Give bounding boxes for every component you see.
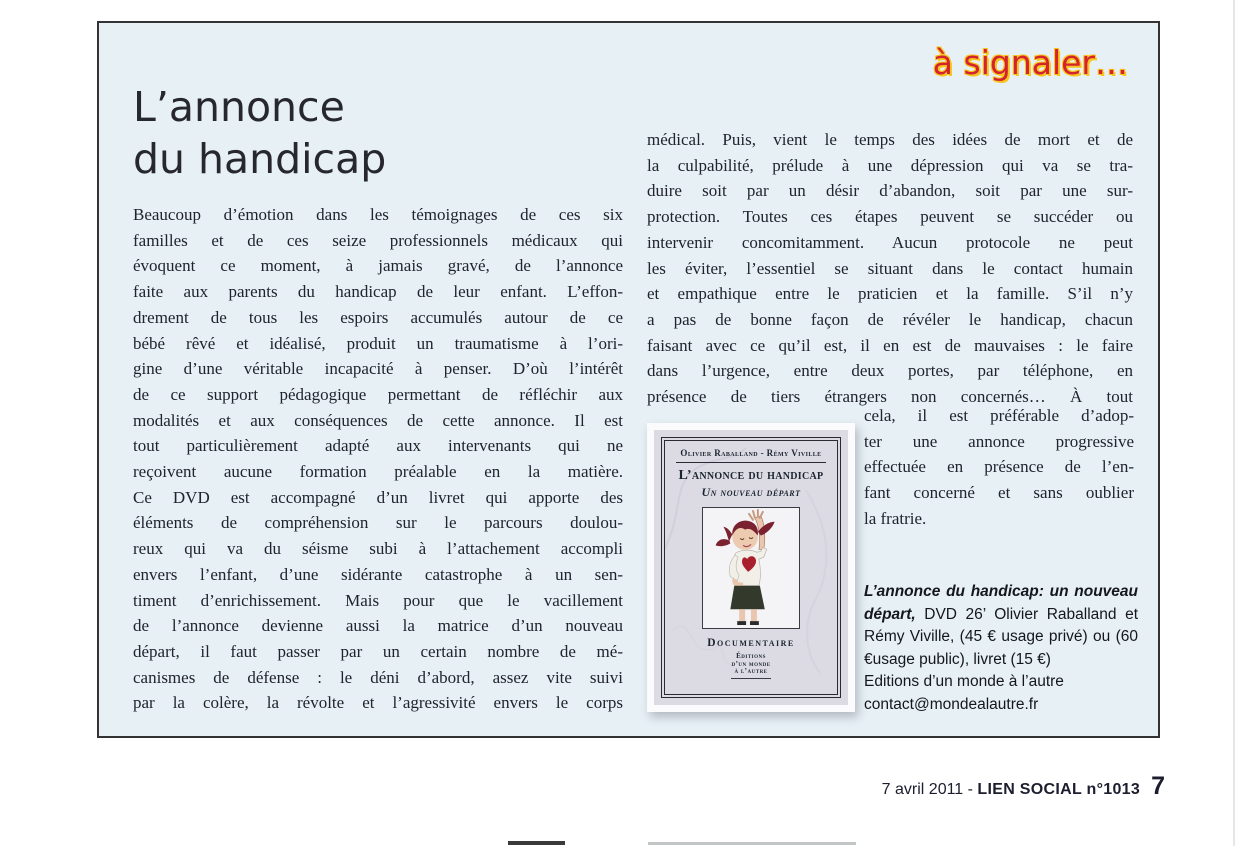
body-text-line: gine d’une véritable incapacité à penser. D’où l’intérêt — [133, 359, 623, 379]
right-column — [647, 127, 1138, 713]
body-text-line: fant concerné et sans oublier — [864, 483, 1134, 503]
scan-artifact — [1233, 0, 1235, 846]
cover-rule — [676, 462, 826, 463]
body-text-line: évoquent ce moment, à jamais gravé, de l’annonce — [133, 256, 623, 276]
body-text-line: timent d’enrichissement. Mais pour que le vacillement — [133, 590, 623, 610]
scan-artifact — [648, 842, 856, 845]
caption-paragraph — [864, 581, 1138, 671]
body-text-line: départ, il faut passer par un certain nombre de mé- — [133, 641, 623, 661]
footer-magazine-title: LIEN SOCIAL n°1013 — [977, 781, 1141, 798]
body-text-line: et empathique entre le praticien et la famille. S’il n’y — [647, 284, 1133, 304]
cover-publisher-line: Éditions — [736, 652, 766, 660]
cover-frame — [661, 437, 841, 698]
body-text-line: Beaucoup d’émotion dans les témoignages de ces six — [133, 205, 623, 224]
caption-contact-email: contact@mondealautre.fr — [864, 695, 1039, 713]
scan-artifact — [508, 841, 565, 845]
caption-title: L’annonce du handicap: un nouveau départ, — [864, 583, 1138, 623]
body-text-line: reçoivent aucune formation préalable en la matière. — [133, 462, 623, 482]
body-text-line: envers l’enfant, d’une sidérante catastrophe à un sen- — [133, 564, 623, 584]
article-panel — [97, 21, 1160, 738]
left-column — [133, 202, 623, 716]
body-text-line: reux qui va du séisme subi à l’attachement accompli — [133, 539, 623, 559]
body-text-line: a pas de bonne façon de révéler le handicap, chacun — [647, 309, 1133, 329]
cover-title: L’annonce du handicap — [678, 468, 824, 483]
article-title-line1: L’annonce — [133, 83, 345, 131]
body-text-line: la culpabilité, prélude à une dépression qui va se tra- — [647, 155, 1133, 175]
body-text-line: canismes de défense : le déni d’abord, assez vite suivi — [133, 667, 623, 687]
body-text-line: cela, il est préférable d’adop- — [864, 406, 1134, 425]
body-text-line: de ce support pédagogique permettant de réfléchir aux — [133, 384, 623, 404]
page-footer — [882, 772, 1165, 801]
dvd-cover-face — [654, 430, 848, 705]
body-text-line: duire soit par un désir d’abandon, soit par une sur- — [647, 181, 1133, 201]
cover-publisher-line: à l’autre — [734, 667, 768, 675]
body-text-line: faisant avec ce qu’il est, il en est de mauvaises : le faire — [647, 335, 1133, 355]
cover-genre: Documentaire — [707, 637, 795, 649]
cover-publisher-line: d’un monde — [731, 659, 771, 668]
body-text-line: bébé rêvé et idéalisé, produit un traumatisme à l’ori- — [133, 333, 623, 353]
dvd-cover — [647, 423, 855, 712]
footer-page-number: 7 — [1151, 772, 1165, 800]
footer-date: 7 avril 2011 - — [881, 781, 978, 798]
body-text-line: médical. Puis, vient le temps des idées de mort et de — [647, 130, 1133, 149]
body-text-line: modalités et aux conséquences de cette annonce. Il est — [133, 410, 623, 430]
right-column-lines — [647, 127, 1133, 410]
body-text-line: faite aux parents du handicap de leur enfant. L’effon- — [133, 282, 623, 302]
body-text-line: familles et de ces seize professionnels médicaux qui — [133, 230, 623, 250]
section-label: à signaler… — [932, 43, 1128, 82]
body-text-line: tout particulièrement adapté aux intervenants qui ne — [133, 436, 623, 456]
body-text-line: les éviter, l’essentiel se situant dans le contact humain — [647, 258, 1133, 278]
cover-illustration-frame — [702, 507, 800, 629]
caption-publisher: Editions d’un monde à l’autre — [864, 673, 1064, 690]
cover-subtitle: Un nouveau départ — [701, 485, 801, 499]
dvd-caption — [864, 581, 1138, 716]
body-text-line: par la colère, la révolte et l’agressivité envers le corps — [133, 693, 623, 713]
body-text-line: dans l’urgence, entre deux portes, par téléphone, en — [647, 361, 1133, 381]
body-text-line: effectuée en présence de l’en- — [864, 457, 1134, 477]
article-title — [133, 81, 386, 185]
body-text-line: éléments de compréhension sur le parcours doulou- — [133, 513, 623, 533]
body-text-line: la fratrie. — [864, 508, 927, 528]
cover-authors: Olivier Raballand - Rémy Viville — [680, 448, 822, 458]
cover-inner — [664, 440, 838, 695]
article-title-line2: du handicap — [133, 135, 387, 183]
body-text-line: protection. Toutes ces étapes peuvent se succéder ou — [647, 207, 1133, 227]
girl-illustration — [703, 508, 799, 628]
body-text-line: de l’annonce devienne aussi la matrice d’un nouveau — [133, 616, 623, 636]
body-text-line: présence de tiers étrangers non concernés… À tout — [647, 387, 1133, 407]
right-column-narrow-lines — [864, 403, 1134, 532]
caption-details: DVD 26’ Olivier Raballand et Rémy Viville, (45 € usage privé) ou (60 €usage public), livret (15 €) — [864, 605, 1138, 668]
body-text-line: Ce DVD est accompagné d’un livret qui apporte des — [133, 487, 623, 507]
body-text-line: drement de tous les espoirs accumulés autour de ce — [133, 307, 623, 327]
body-text-line: ter une annonce progressive — [864, 431, 1134, 451]
cover-publisher-logo — [731, 653, 770, 679]
body-text-line: intervenir concomitamment. Aucun protocole ne peut — [647, 232, 1133, 252]
